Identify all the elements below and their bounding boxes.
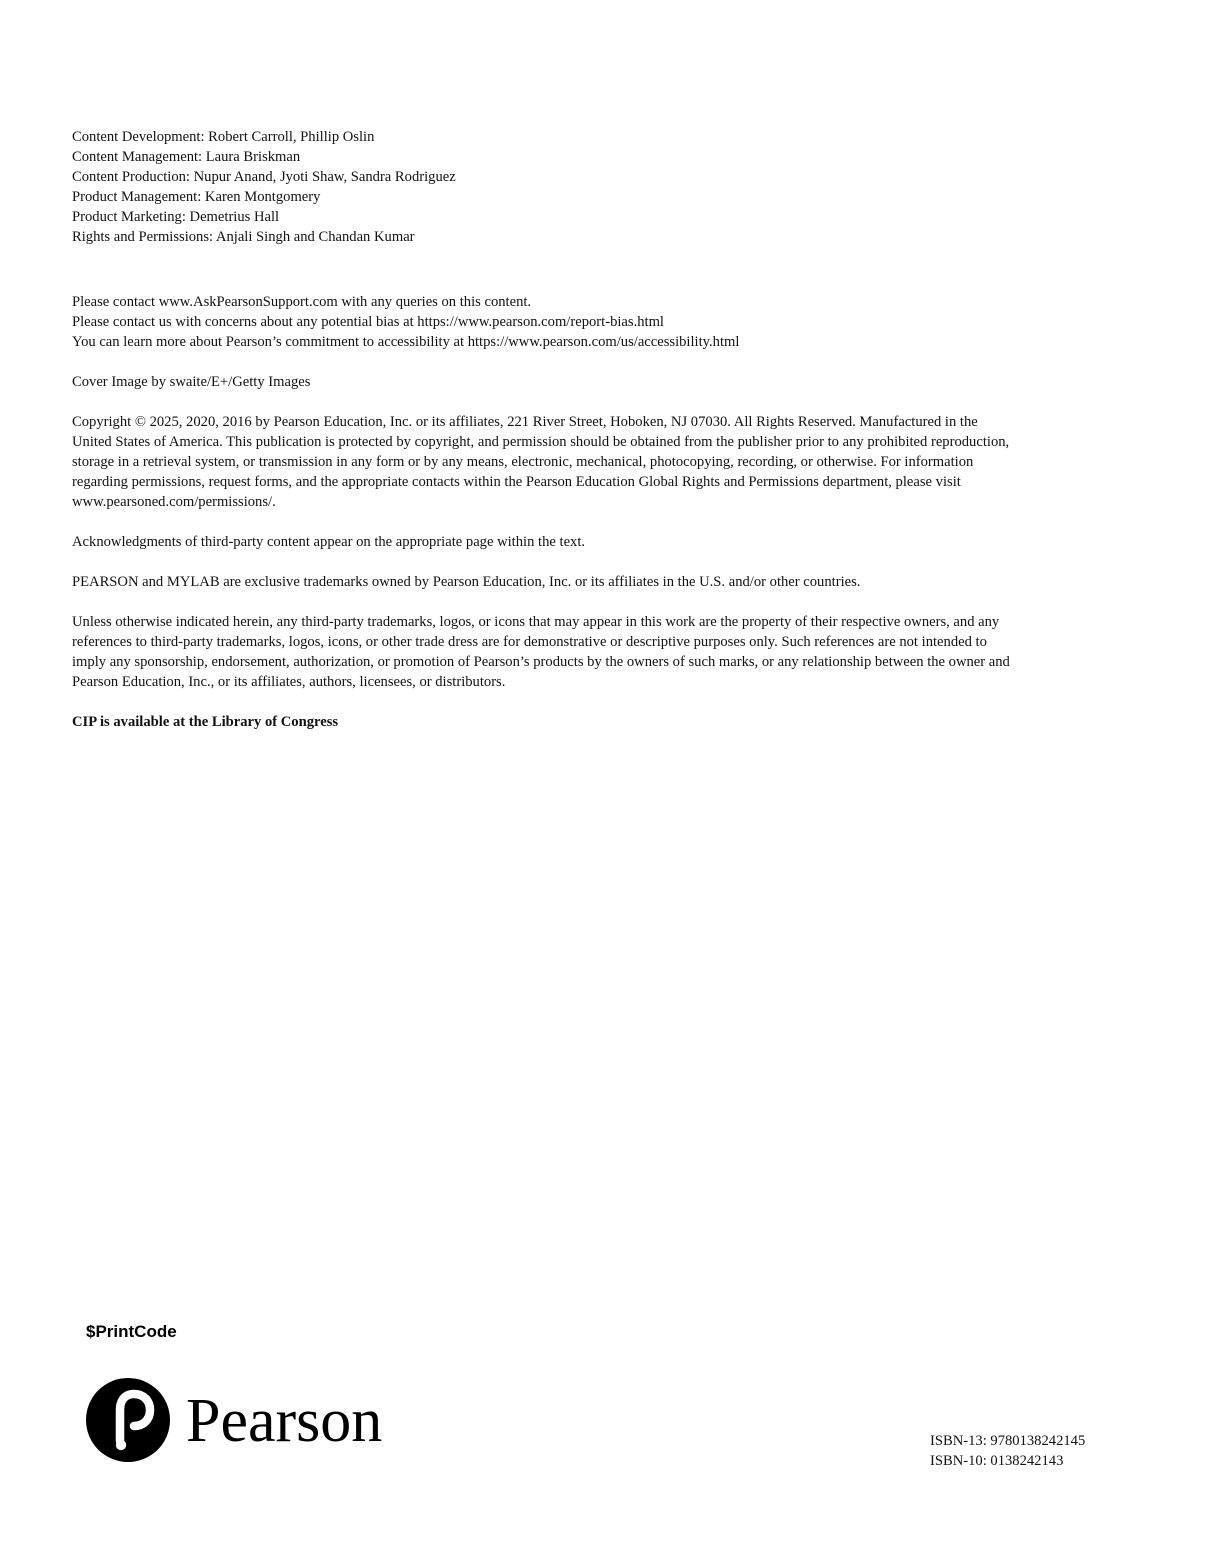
copyright-line: storage in a retrieval system, or transmission in any form or by any means, electronic, mechanical, photocopying, recording, or otherwise. For information — [72, 454, 974, 470]
pearson-logo — [86, 1372, 406, 1468]
isbn-13: ISBN-13: 9780138242145 — [930, 1433, 1086, 1449]
cover-image-line: Cover Image by swaite/E+/Getty Images — [72, 374, 311, 390]
isbn-block — [930, 1431, 1085, 1471]
credit-line: Product Management: Karen Montgomery — [72, 189, 321, 205]
copyright-line: regarding permissions, request forms, and the appropriate contacts within the Pearson Education Global Rights and Permissions department, please visit — [72, 474, 961, 490]
credit-line: Content Management: Laura Briskman — [72, 149, 301, 165]
print-code: $PrintCode — [86, 1322, 177, 1341]
trademarks-notice — [72, 572, 1112, 592]
credit-line: Content Development: Robert Carroll, Phillip Oslin — [72, 129, 375, 145]
contact-line: Please contact us with concerns about any potential bias at https://www.pearson.com/report-bias.html — [72, 314, 664, 330]
acknowledgments-line: Acknowledgments of third-party content appear on the appropriate page within the text. — [72, 534, 586, 550]
third-party-line: imply any sponsorship, endorsement, authorization, or promotion of Pearson’s products by the owners of such marks, or any relationship between the owner and — [72, 654, 1010, 670]
pearson-p-logo-icon — [86, 1378, 170, 1462]
copyright-line: Copyright © 2025, 2020, 2016 by Pearson Education, Inc. or its affiliates, 221 River Street, Hoboken, NJ 07030. All Rights Reserved. Manufactured in the — [72, 414, 978, 430]
credit-line: Content Production: Nupur Anand, Jyoti Shaw, Sandra Rodriguez — [72, 169, 456, 185]
trademarks-line: PEARSON and MYLAB are exclusive trademarks owned by Pearson Education, Inc. or its affiliates in the U.S. and/or other countries. — [72, 574, 861, 590]
isbn-10: ISBN-10: 0138242143 — [930, 1453, 1064, 1469]
credits-block — [72, 127, 1112, 247]
contact-line: You can learn more about Pearson’s commitment to accessibility at https://www.pearson.com/us/accessibility.html — [72, 334, 740, 350]
credit-line: Rights and Permissions: Anjali Singh and Chandan Kumar — [72, 229, 415, 245]
cip-notice — [72, 712, 1112, 732]
third-party-line: Unless otherwise indicated herein, any third-party trademarks, logos, or icons that may appear in this work are the property of their respective owners, and any — [72, 614, 1000, 630]
acknowledgments-notice — [72, 532, 1112, 552]
copyright-line: United States of America. This publication is protected by copyright, and permission should be obtained from the publisher prior to any prohibited reproduction, — [72, 434, 1010, 450]
copyright-notice — [72, 412, 1112, 512]
contact-block — [72, 292, 1112, 352]
cip-line: CIP is available at the Library of Congress — [72, 714, 339, 730]
third-party-notice — [72, 612, 1112, 692]
credit-line: Product Marketing: Demetrius Hall — [72, 209, 280, 225]
copyright-line: www.pearsoned.com/permissions/. — [72, 494, 276, 510]
pearson-wordmark: Pearson — [186, 1387, 383, 1455]
contact-line: Please contact www.AskPearsonSupport.com with any queries on this content. — [72, 294, 532, 310]
third-party-line: references to third-party trademarks, logos, icons, or other trade dress are for demonstrative or descriptive purposes only. Such references are not intended to — [72, 634, 987, 650]
cover-image-credit — [72, 372, 1112, 392]
third-party-line: Pearson Education, Inc., or its affiliates, authors, licensees, or distributors. — [72, 674, 506, 690]
